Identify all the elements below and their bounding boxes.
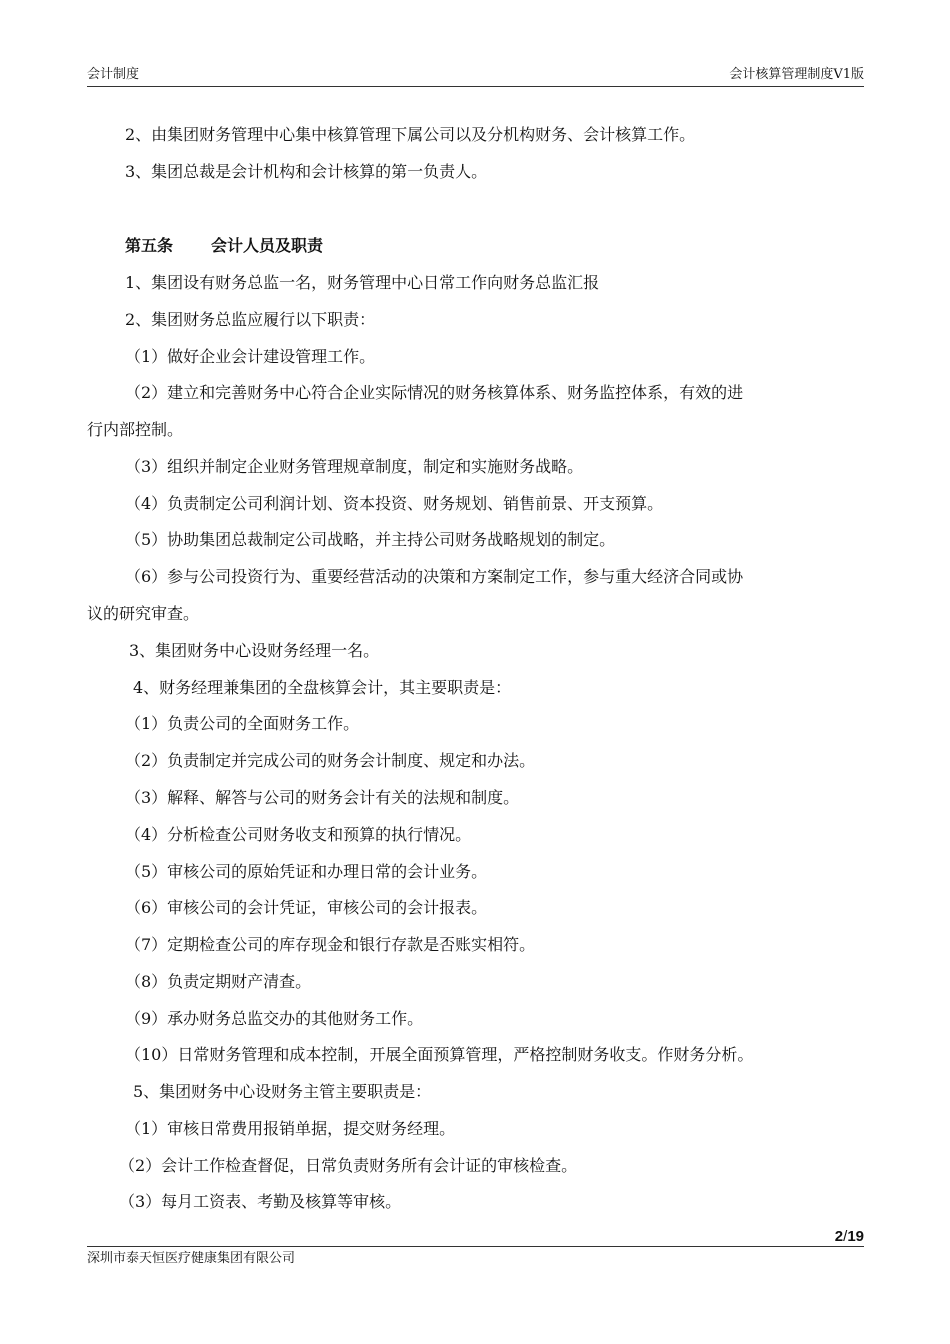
paragraph-line: （6）参与公司投资行为、重要经营活动的决策和方案制定工作，参与重大经济合同或协 — [125, 567, 744, 586]
paragraph-line: 议的研究审查。 — [87, 604, 200, 623]
header-document-type: 会计制度 — [87, 67, 140, 82]
page-number — [835, 1228, 864, 1245]
paragraph-line: （8）负责定期财产清查。 — [125, 972, 312, 991]
paragraph-line: （4）负责制定公司利润计划、资本投资、财务规划、销售前景、开支预算。 — [125, 494, 664, 513]
paragraph-line: （2）负责制定并完成公司的财务会计制度、规定和办法。 — [125, 751, 536, 770]
paragraph-line: 5、集团财务中心设财务主管主要职责是： — [133, 1082, 432, 1101]
paragraph-line: 3、集团总裁是会计机构和会计核算的第一负责人。 — [125, 162, 488, 181]
footer-company-name: 深圳市泰天恒医疗健康集团有限公司 — [87, 1251, 296, 1266]
paragraph-line: （10）日常财务管理和成本控制，开展全面预算管理，严格控制财务收支。作财务分析。 — [125, 1045, 754, 1064]
paragraph-line: 1、集团设有财务总监一名，财务管理中心日常工作向财务总监汇报 — [125, 273, 600, 292]
paragraph-line: （5）审核公司的原始凭证和办理日常的会计业务。 — [125, 862, 488, 881]
paragraph-line: （1）负责公司的全面财务工作。 — [125, 714, 360, 733]
page-current: 2 — [834, 1228, 844, 1245]
section-title: 会计人员及职责 — [211, 236, 324, 255]
paragraph-line: （3）组织并制定企业财务管理规章制度，制定和实施财务战略。 — [125, 457, 584, 476]
paragraph-line: （7）定期检查公司的库存现金和银行存款是否账实相符。 — [125, 935, 536, 954]
paragraph-line: （3）每月工资表、考勤及核算等审核。 — [119, 1192, 402, 1211]
section-number: 第五条 — [125, 236, 174, 255]
paragraph-line: 行内部控制。 — [87, 420, 184, 439]
page-footer — [87, 1246, 864, 1268]
paragraph-line: 4、财务经理兼集团的全盘核算会计，其主要职责是： — [133, 678, 512, 697]
paragraph-line: （2）会计工作检查督促，日常负责财务所有会计证的审核检查。 — [119, 1156, 578, 1175]
paragraph-line: （4）分析检查公司财务收支和预算的执行情况。 — [125, 825, 472, 844]
page-total: 19 — [847, 1228, 864, 1245]
section-heading — [125, 235, 323, 257]
paragraph-line: （6）审核公司的会计凭证，审核公司的会计报表。 — [125, 898, 488, 917]
paragraph-line: （1）审核日常费用报销单据，提交财务经理。 — [125, 1119, 456, 1138]
paragraph-line: （1）做好企业会计建设管理工作。 — [125, 347, 376, 366]
paragraph-line: （5）协助集团总裁制定公司战略，并主持公司财务战略规划的制定。 — [125, 530, 616, 549]
header-document-title: 会计核算管理制度V1版 — [729, 67, 864, 82]
page-separator: / — [843, 1228, 848, 1245]
paragraph-line: （9）承办财务总监交办的其他财务工作。 — [125, 1009, 424, 1028]
paragraph-line: （3）解释、解答与公司的财务会计有关的法规和制度。 — [125, 788, 520, 807]
paragraph-line: 2、由集团财务管理中心集中核算管理下属公司以及分机构财务、会计核算工作。 — [125, 125, 696, 144]
page-header — [87, 66, 864, 87]
paragraph-line: 2、集团财务总监应履行以下职责： — [125, 310, 376, 329]
paragraph-line: （2）建立和完善财务中心符合企业实际情况的财务核算体系、财务监控体系，有效的进 — [125, 383, 744, 402]
paragraph-line: 3、集团财务中心设财务经理一名。 — [129, 641, 380, 660]
